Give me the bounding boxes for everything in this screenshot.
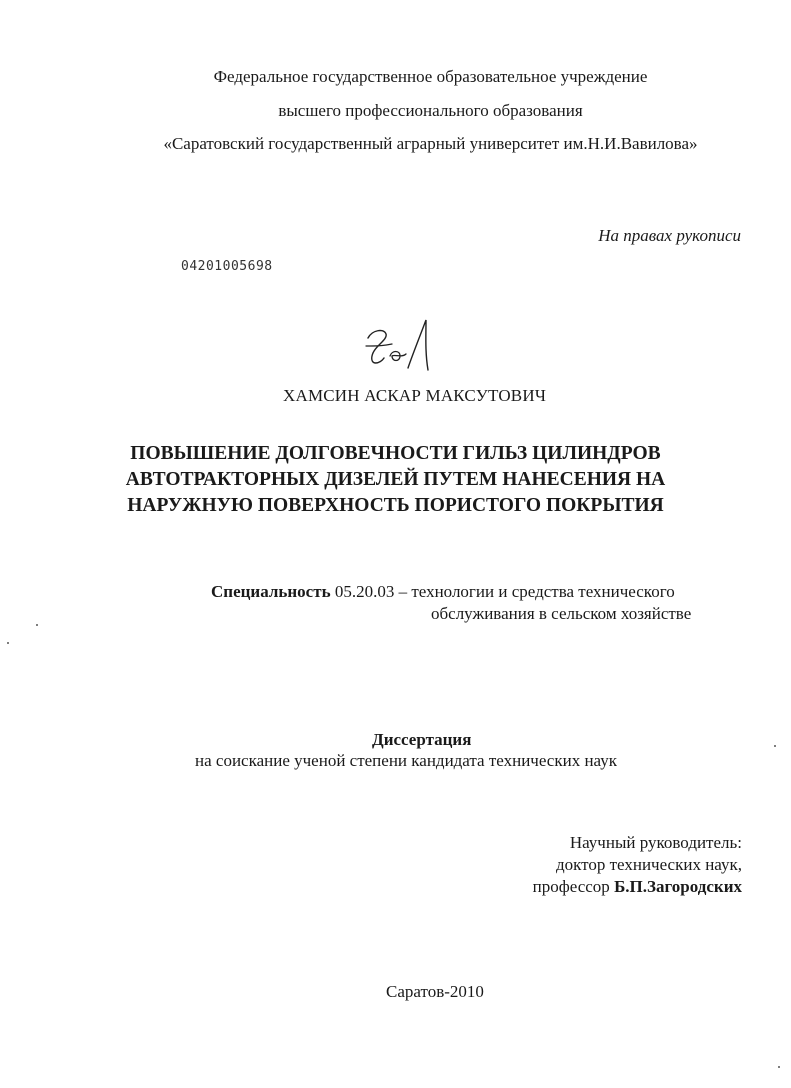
specialty-line-1 [211,582,675,602]
institution-line-2: высшего профессионального образования [278,101,583,120]
scan-speck [7,642,9,644]
dissertation-title [0,441,791,519]
supervisor-degree: доктор технических наук, [555,855,742,874]
institution-line-1: Федеральное государственное образовательное учреждение [213,67,648,86]
rights-note: На правах рукописи [598,226,741,245]
document-number: 04201005698 [181,259,273,274]
supervisor-title: профессор [532,877,615,896]
supervisor-name: Б.П.Загородских [614,877,742,896]
scan-speck [774,745,776,747]
institution-line-3: «Саратовский государственный аграрный университет им.Н.И.Вавилова» [163,134,698,153]
author-signature [362,316,442,374]
title-line-2: АВТОТРАКТОРНЫХ ДИЗЕЛЕЙ ПУТЕМ НАНЕСЕНИЯ НА [125,469,666,490]
dissertation-subtitle: на соискание ученой степени кандидата технических наук [195,751,618,770]
scan-speck [778,1066,780,1068]
specialty-label: Специальность [211,582,331,601]
title-line-1: ПОВЫШЕНИЕ ДОЛГОВЕЧНОСТИ ГИЛЬЗ ЦИЛИНДРОВ [130,443,661,464]
supervisor-heading: Научный руководитель: [569,833,742,852]
scan-speck [36,624,38,626]
place-year: Саратов-2010 [386,982,484,1001]
supervisor-name-line [533,877,742,897]
specialty-value-1: 05.20.03 – технологии и средства технического [330,582,675,601]
author-name: ХАМСИН АСКАР МАКСУТОВИЧ [283,386,547,405]
title-line-3: НАРУЖНУЮ ПОВЕРХНОСТЬ ПОРИСТОГО ПОКРЫТИЯ [127,495,664,516]
specialty-value-2: обслуживания в сельском хозяйстве [431,604,692,623]
dissertation-label: Диссертация [372,730,472,749]
